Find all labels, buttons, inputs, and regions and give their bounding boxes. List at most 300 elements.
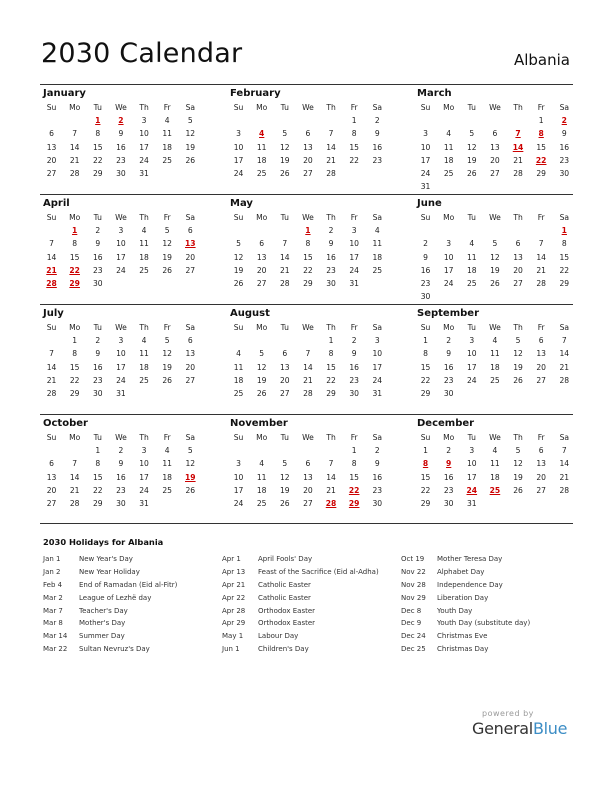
day-cell: 7 <box>49 349 54 359</box>
week-row <box>40 154 202 167</box>
day-cell: 9 <box>351 349 357 359</box>
holiday-item <box>401 605 530 618</box>
weekday-label: Mo <box>256 433 268 442</box>
week-row <box>227 114 389 127</box>
day-cell: 20 <box>46 155 57 165</box>
weekday-header <box>227 101 389 114</box>
day-cell: 4 <box>259 459 265 469</box>
day-cell: 9 <box>374 459 380 469</box>
day-cell: 3 <box>351 226 357 235</box>
brand-part-blue: Blue <box>532 719 568 738</box>
day-cell: 15 <box>303 252 313 262</box>
day-cell: 26 <box>162 375 173 385</box>
day-cell: 28 <box>69 499 80 509</box>
day-cell: 10 <box>139 129 149 139</box>
weekday-label: Th <box>513 103 523 112</box>
day-cell: 21 <box>326 485 336 495</box>
weekday-label: Mo <box>443 103 455 112</box>
day-cell: 8 <box>305 239 311 249</box>
day-cell: 30 <box>443 499 454 509</box>
empty-day-cell <box>483 180 506 193</box>
day-cell: 2 <box>446 336 452 345</box>
empty-day-cell <box>156 167 179 180</box>
day-cell: 2 <box>374 116 380 125</box>
day-cell: 2 <box>374 446 380 455</box>
empty-day-cell <box>507 290 530 303</box>
day-cell: 21 <box>69 155 80 165</box>
day-cell: 29 <box>69 389 80 399</box>
month-name: December <box>417 418 475 429</box>
month-block <box>40 86 202 180</box>
day-cell: 10 <box>139 459 149 469</box>
day-cell: 9 <box>118 129 124 139</box>
day-cell: 16 <box>372 472 383 482</box>
holiday-name: April Fools' Day <box>258 555 313 563</box>
day-cell: 14 <box>279 252 290 262</box>
week-row <box>227 251 389 264</box>
day-cell: 6 <box>49 129 54 139</box>
day-cell: 1 <box>423 336 428 345</box>
day-cell: 22 <box>559 265 570 275</box>
empty-day-cell <box>553 290 576 303</box>
holiday-name: Christmas Eve <box>437 632 488 641</box>
day-cell: 19 <box>513 362 523 372</box>
day-cell: 21 <box>279 265 290 275</box>
day-cell: 26 <box>185 485 196 495</box>
day-cell: 16 <box>420 265 431 275</box>
day-cell: 30 <box>116 499 126 509</box>
day-cell: 9 <box>374 129 380 139</box>
day-cell: 5 <box>164 226 170 235</box>
weekday-label: Mo <box>256 103 268 112</box>
empty-day-cell <box>273 224 296 237</box>
holiday-date: Nov 28 <box>401 580 426 589</box>
day-cell: 24 <box>233 169 244 179</box>
day-cell: 23 <box>443 375 454 385</box>
day-cell: 3 <box>446 239 452 249</box>
weekday-label: Tu <box>467 433 476 442</box>
day-cell: 4 <box>141 336 147 345</box>
day-cell: 16 <box>443 472 454 482</box>
weekday-label: Mo <box>69 323 81 332</box>
day-cell: 13 <box>303 472 313 482</box>
day-cell: 13 <box>303 142 313 152</box>
day-cell: 1 <box>351 446 357 455</box>
day-cell: 1 <box>95 446 101 455</box>
day-cell: 5 <box>236 239 241 249</box>
calendar-row <box>40 194 573 304</box>
weekday-label: Fr <box>537 433 545 442</box>
weekday-header <box>227 431 389 444</box>
day-cell: 17 <box>466 472 477 482</box>
weekday-header <box>40 211 202 224</box>
holiday-date: Nov 22 <box>401 567 426 576</box>
day-cell: 10 <box>233 472 244 482</box>
empty-day-cell <box>273 334 296 347</box>
holiday-date: Jan 2 <box>43 567 61 576</box>
day-cell: 4 <box>492 336 498 345</box>
day-cell: 17 <box>443 265 454 275</box>
holiday-name: Independence Day <box>437 580 503 589</box>
calendar-grid <box>40 84 573 524</box>
month-block <box>227 306 389 400</box>
day-cell: 15 <box>536 142 547 152</box>
empty-day-cell <box>40 334 63 347</box>
day-cell: 31 <box>466 499 477 509</box>
day-cell: 3 <box>469 446 475 455</box>
day-cell: 8 <box>72 239 78 249</box>
weekday-label: Th <box>139 103 149 112</box>
day-cell: 4 <box>374 226 380 235</box>
day-cell: 11 <box>162 459 173 469</box>
empty-day-cell <box>296 444 319 457</box>
holiday-name: New Year Holiday <box>79 567 140 576</box>
holiday-item <box>43 630 177 643</box>
day-cell: 22 <box>92 155 103 165</box>
day-cell: 27 <box>185 375 196 385</box>
empty-day-cell <box>227 114 250 127</box>
day-cell: 11 <box>490 349 500 359</box>
day-cell: 15 <box>69 362 80 372</box>
weekday-label: We <box>302 323 314 332</box>
day-cell: 15 <box>420 362 431 372</box>
holiday-item <box>401 617 530 630</box>
day-cell: 27 <box>303 499 313 509</box>
day-cell: 20 <box>303 485 313 495</box>
holiday-item <box>222 617 379 630</box>
day-cell: 8 <box>351 129 357 139</box>
week-row <box>414 290 576 303</box>
day-cell: 24 <box>349 265 360 275</box>
page-title: 2030 Calendar <box>41 38 243 69</box>
weekday-label: Su <box>420 103 431 112</box>
day-cell: 18 <box>256 155 267 165</box>
holiday-name: Mother Teresa Day <box>437 555 503 563</box>
holiday-item <box>43 643 177 656</box>
holiday-day-cell: 29 <box>348 499 360 509</box>
day-cell: 16 <box>349 362 360 372</box>
month-name: July <box>43 308 64 319</box>
day-cell: 23 <box>372 155 383 165</box>
weekday-label: Tu <box>280 323 289 332</box>
day-cell: 24 <box>116 265 126 275</box>
day-cell: 7 <box>72 459 78 469</box>
day-cell: 15 <box>92 472 103 482</box>
day-cell: 7 <box>72 129 78 139</box>
month-name: May <box>230 198 253 209</box>
empty-day-cell <box>366 167 389 180</box>
holiday-name: Liberation Day <box>437 593 489 602</box>
empty-day-cell <box>483 114 506 127</box>
holiday-date: Apr 28 <box>222 606 246 615</box>
day-cell: 27 <box>490 169 500 179</box>
day-cell: 10 <box>116 239 126 249</box>
empty-day-cell <box>250 334 273 347</box>
holiday-name: Orthodox Easter <box>258 606 316 615</box>
weekday-label: Su <box>420 323 431 332</box>
day-cell: 13 <box>513 252 523 262</box>
day-cell: 5 <box>259 349 265 359</box>
day-cell: 27 <box>536 375 547 385</box>
day-cell: 14 <box>536 252 547 262</box>
holiday-day-cell: 28 <box>46 279 57 289</box>
week-row <box>414 374 576 387</box>
day-cell: 20 <box>185 362 196 372</box>
weekday-header <box>40 321 202 334</box>
day-cell: 20 <box>536 472 547 482</box>
day-cell: 26 <box>513 375 523 385</box>
month-block <box>414 306 576 400</box>
week-row <box>40 497 202 510</box>
day-cell: 6 <box>538 336 544 345</box>
day-cell: 15 <box>420 472 431 482</box>
month-block <box>414 196 576 304</box>
holiday-item <box>222 579 379 592</box>
holiday-day-cell: 4 <box>259 129 265 139</box>
empty-day-cell <box>63 444 86 457</box>
day-cell: 28 <box>559 485 570 495</box>
day-cell: 13 <box>46 142 57 152</box>
weekday-label: Mo <box>443 213 455 222</box>
day-cell: 29 <box>92 169 103 179</box>
weekday-label: We <box>489 323 501 332</box>
holiday-item <box>222 643 379 656</box>
day-cell: 22 <box>349 155 360 165</box>
weekday-header <box>40 101 202 114</box>
day-cell: 12 <box>513 349 523 359</box>
day-cell: 23 <box>349 375 360 385</box>
weekday-header <box>227 211 389 224</box>
day-cell: 16 <box>559 142 570 152</box>
day-cell: 21 <box>69 485 80 495</box>
weekday-label: We <box>302 213 314 222</box>
day-cell: 28 <box>69 169 80 179</box>
day-cell: 19 <box>279 485 290 495</box>
day-cell: 16 <box>116 472 126 482</box>
week-row <box>40 457 202 470</box>
week-row <box>414 237 576 250</box>
weekday-label: Tu <box>93 213 102 222</box>
day-cell: 10 <box>233 142 244 152</box>
empty-day-cell <box>530 387 553 400</box>
empty-day-cell <box>40 224 63 237</box>
day-cell: 6 <box>259 239 265 249</box>
week-row <box>227 484 389 497</box>
day-cell: 16 <box>443 362 454 372</box>
generalblue-logo[interactable] <box>472 719 567 738</box>
holiday-name: End of Ramadan (Eid al-Fitr) <box>79 580 178 589</box>
weekday-label: Tu <box>93 433 102 442</box>
holiday-day-cell: 7 <box>515 129 521 139</box>
day-cell: 7 <box>328 459 334 469</box>
holiday-name: Alphabet Day <box>437 567 485 576</box>
holiday-date: Apr 22 <box>222 593 246 602</box>
day-cell: 20 <box>303 155 313 165</box>
month-name: January <box>43 88 86 99</box>
day-cell: 20 <box>46 485 57 495</box>
holiday-day-cell: 9 <box>446 459 452 469</box>
day-cell: 3 <box>118 336 124 345</box>
holiday-item <box>222 566 379 579</box>
holiday-name: Youth Day <box>437 606 473 615</box>
day-cell: 1 <box>538 116 544 125</box>
day-cell: 16 <box>372 142 383 152</box>
holiday-date: Dec 25 <box>401 645 426 654</box>
weekday-header <box>40 431 202 444</box>
day-cell: 19 <box>513 472 523 482</box>
weekday-label: Su <box>233 323 244 332</box>
month-block <box>227 196 389 290</box>
holiday-day-cell: 22 <box>69 265 80 275</box>
week-row <box>40 277 202 290</box>
day-cell: 24 <box>372 375 383 385</box>
week-row <box>227 237 389 250</box>
day-cell: 7 <box>305 349 311 359</box>
day-cell: 23 <box>559 155 570 165</box>
holiday-day-cell: 1 <box>72 226 78 235</box>
weekday-label: We <box>489 103 501 112</box>
day-cell: 12 <box>490 252 500 262</box>
holiday-name: Youth Day (substitute day) <box>437 619 531 628</box>
empty-day-cell <box>109 277 132 290</box>
day-cell: 11 <box>372 239 383 249</box>
day-cell: 26 <box>513 485 523 495</box>
day-cell: 30 <box>92 389 103 399</box>
week-row <box>40 224 202 237</box>
holiday-date: Mar 14 <box>43 632 68 641</box>
day-cell: 18 <box>139 362 149 372</box>
day-cell: 23 <box>420 279 431 289</box>
day-cell: 21 <box>559 472 570 482</box>
brand-part-general: General <box>472 719 533 738</box>
day-cell: 3 <box>236 129 241 139</box>
week-row <box>227 347 389 360</box>
weekday-label: Tu <box>93 103 102 112</box>
day-cell: 31 <box>349 279 360 289</box>
empty-day-cell <box>437 290 460 303</box>
day-cell: 29 <box>420 389 431 399</box>
holiday-name: Mother's Day <box>79 619 126 628</box>
weekday-label: Fr <box>163 433 171 442</box>
day-cell: 15 <box>349 472 360 482</box>
week-row <box>40 361 202 374</box>
day-cell: 2 <box>446 446 452 455</box>
holiday-item <box>222 630 379 643</box>
day-cell: 23 <box>326 265 336 275</box>
day-cell: 15 <box>69 252 80 262</box>
day-cell: 30 <box>92 279 103 289</box>
day-cell: 24 <box>233 499 244 509</box>
weekday-label: Fr <box>350 213 358 222</box>
day-cell: 8 <box>561 239 567 249</box>
day-cell: 7 <box>538 239 544 249</box>
weekday-label: Th <box>513 323 523 332</box>
day-cell: 7 <box>282 239 288 249</box>
day-cell: 19 <box>466 155 477 165</box>
day-cell: 25 <box>490 375 500 385</box>
day-cell: 6 <box>492 129 498 139</box>
day-cell: 31 <box>116 389 126 399</box>
week-row <box>414 471 576 484</box>
week-row <box>414 444 576 457</box>
week-row <box>414 224 576 237</box>
holiday-day-cell: 1 <box>305 226 311 235</box>
day-cell: 2 <box>118 446 124 455</box>
holiday-date: Nov 29 <box>401 593 426 602</box>
month-block <box>40 196 202 290</box>
empty-day-cell <box>40 444 63 457</box>
day-cell: 14 <box>46 252 57 262</box>
day-cell: 19 <box>162 252 173 262</box>
day-cell: 9 <box>95 349 101 359</box>
day-cell: 31 <box>139 169 149 179</box>
day-cell: 22 <box>303 265 313 275</box>
week-row <box>227 471 389 484</box>
day-cell: 8 <box>72 349 78 359</box>
empty-day-cell <box>460 387 483 400</box>
day-cell: 11 <box>256 142 267 152</box>
week-row <box>414 180 576 193</box>
week-row <box>227 154 389 167</box>
day-cell: 26 <box>466 169 477 179</box>
day-cell: 4 <box>446 129 452 139</box>
day-cell: 3 <box>374 336 380 345</box>
holiday-item <box>401 592 530 605</box>
empty-day-cell <box>530 224 553 237</box>
empty-day-cell <box>320 114 343 127</box>
weekday-label: Mo <box>256 323 268 332</box>
day-cell: 29 <box>326 389 336 399</box>
month-name: February <box>230 88 281 99</box>
week-row <box>227 141 389 154</box>
day-cell: 11 <box>466 252 477 262</box>
day-cell: 24 <box>443 279 454 289</box>
holiday-date: Dec 8 <box>401 606 422 615</box>
day-cell: 2 <box>95 226 101 235</box>
week-row <box>40 251 202 264</box>
day-cell: 27 <box>279 389 290 399</box>
month-name: November <box>230 418 288 429</box>
day-cell: 25 <box>139 375 149 385</box>
week-row <box>414 264 576 277</box>
calendar-row <box>40 84 573 194</box>
weekday-label: Th <box>326 213 336 222</box>
day-cell: 25 <box>443 169 454 179</box>
day-cell: 22 <box>92 485 103 495</box>
day-cell: 11 <box>139 349 149 359</box>
week-row <box>227 387 389 400</box>
month-block <box>227 416 389 510</box>
holiday-day-cell: 2 <box>118 116 124 125</box>
day-cell: 29 <box>559 279 570 289</box>
holiday-name: Labour Day <box>258 632 299 641</box>
holiday-date: Dec 9 <box>401 619 422 628</box>
empty-day-cell <box>414 114 437 127</box>
day-cell: 16 <box>92 252 103 262</box>
week-row <box>414 167 576 180</box>
day-cell: 27 <box>46 169 57 179</box>
week-row <box>40 387 202 400</box>
holiday-day-cell: 22 <box>348 485 360 495</box>
day-cell: 27 <box>303 169 313 179</box>
holiday-name: Teacher's Day <box>79 606 128 615</box>
day-cell: 14 <box>303 362 313 372</box>
weekday-header <box>414 211 576 224</box>
day-cell: 27 <box>46 499 57 509</box>
day-cell: 15 <box>92 142 103 152</box>
week-row <box>40 127 202 140</box>
weekday-label: Mo <box>69 433 81 442</box>
